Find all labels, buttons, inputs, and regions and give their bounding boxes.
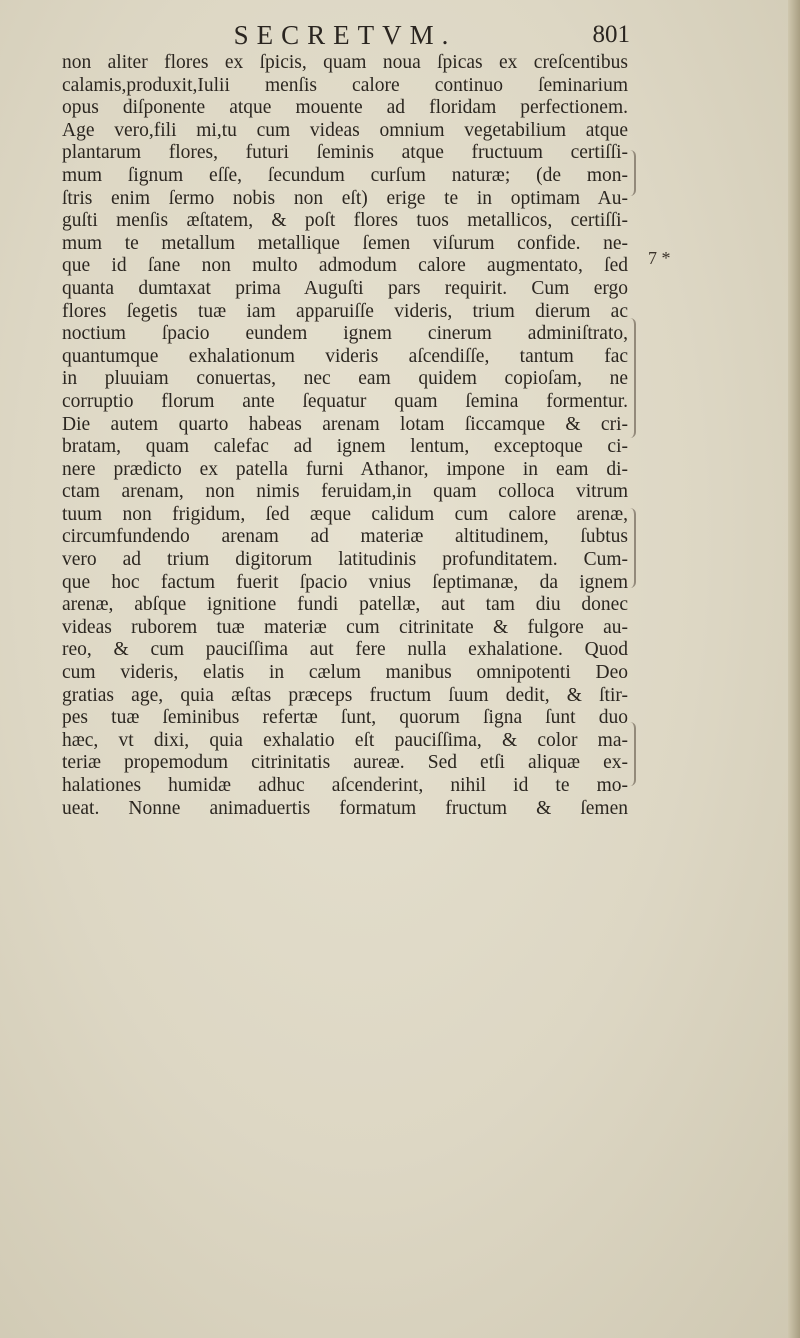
text-line: cum videris, elatis in cælum manibus omnipotenti Deo xyxy=(62,662,628,684)
text-line: videas ruborem tuæ materiæ cum citrinitate & fulgore au- xyxy=(62,616,628,638)
text-line: mum ſignum eſſe, ſecundum curſum naturæ; (de mon- xyxy=(62,164,628,186)
text-line: in pluuiam conuertas, nec eam quidem copioſam, ne xyxy=(62,368,628,390)
text-line: vero ad trium digitorum latitudinis profunditatem. Cum- xyxy=(62,549,628,571)
margin-bracket-mark xyxy=(628,508,636,588)
marginal-note: 7 * xyxy=(648,248,671,268)
margin-bracket-mark xyxy=(628,318,636,438)
text-line: que hoc factum fuerit ſpacio vnius ſeptimanæ, da ignem xyxy=(62,571,628,593)
text-line: bratam, quam calefac ad ignem lentum, exceptoque ci- xyxy=(62,436,628,458)
main-text xyxy=(62,52,628,820)
text-line: Age vero,fili mi,tu cum videas omnium vegetabilium atque xyxy=(62,119,628,141)
footer-catchwords xyxy=(350,808,630,832)
text-line: calamis,produxit,Iulii menſis calore continuo ſeminarium xyxy=(62,74,628,96)
text-line: que id ſane non multo admodum calore augmentato, ſed xyxy=(62,255,628,277)
text-line: ueat. Nonne animaduertis formatum fructum & ſemen xyxy=(62,797,628,819)
margin-bracket-mark xyxy=(628,150,636,196)
text-line: opus diſponente atque mouente ad floridam perfectionem. xyxy=(62,97,628,119)
page-edge xyxy=(788,0,800,1338)
text-line: hæc, vt dixi, quia exhalatio eſt pauciſſima, & color ma- xyxy=(62,729,628,751)
text-line: pes tuæ ſeminibus refertæ ſunt, quorum ſigna ſunt duo xyxy=(62,707,628,729)
text-line: corruptio florum ante ſequatur quam ſemina formentur. xyxy=(62,390,628,412)
text-line: gratias age, quia æſtas præceps fructum ſuum dedit, & ſtir- xyxy=(62,684,628,706)
text-line: plantarum flores, futuri ſeminis atque fructuum certiſſi- xyxy=(62,142,628,164)
page-number: 801 xyxy=(592,21,630,48)
text-line: halationes humidæ adhuc aſcenderint, nihil id te mo- xyxy=(62,775,628,796)
text-line: non aliter flores ex ſpicis, quam noua ſpicas ex creſcentibus xyxy=(62,52,628,73)
text-line: Die autem quarto habeas arenam lotam ſiccamque & cri- xyxy=(62,413,628,435)
text-line: quanta dumtaxat prima Auguſti pars requirit. Cum ergo xyxy=(62,277,628,299)
text-line: ctam arenam, non nimis feruidam,in quam colloca vitrum xyxy=(62,481,628,503)
running-title: SECRETVM. xyxy=(233,20,457,50)
text-line: tuum non frigidum, ſed æque calidum cum calore arenæ, xyxy=(62,503,628,525)
text-line: mum te metallum metallique ſemen viſurum confide. ne- xyxy=(62,232,628,254)
text-line: quantumque exhalationum videris aſcendiſſe, tantum fac xyxy=(62,345,628,367)
text-line: teriæ propemodum citrinitatis aureæ. Sed etſi aliquæ ex- xyxy=(62,752,628,774)
text-line: guſti menſis æſtatem, & poſt flores tuos metallicos, certiſſi- xyxy=(62,210,628,232)
text-line: noctium ſpacio eundem ignem cinerum adminiſtrato, xyxy=(62,323,628,345)
text-line: arenæ, abſque ignitione fundi patellæ, aut tam diu donec xyxy=(62,594,628,616)
text-line: ſtris enim ſermo nobis non eſt) erige te in optimam Au- xyxy=(62,187,628,209)
text-line: flores ſegetis tuæ iam apparuiſſe videris, trium dierum ac xyxy=(62,300,628,322)
text-line: nere prædicto ex patella furni Athanor, impone in eam di- xyxy=(62,458,628,480)
running-head xyxy=(60,18,630,52)
text-line: reo, & cum pauciſſima aut fere nulla exhalatione. Quod xyxy=(62,639,628,661)
margin-bracket-mark xyxy=(628,722,636,786)
text-line: circumfundendo arenam ad materiæ altitudinem, ſubtus xyxy=(62,526,628,548)
